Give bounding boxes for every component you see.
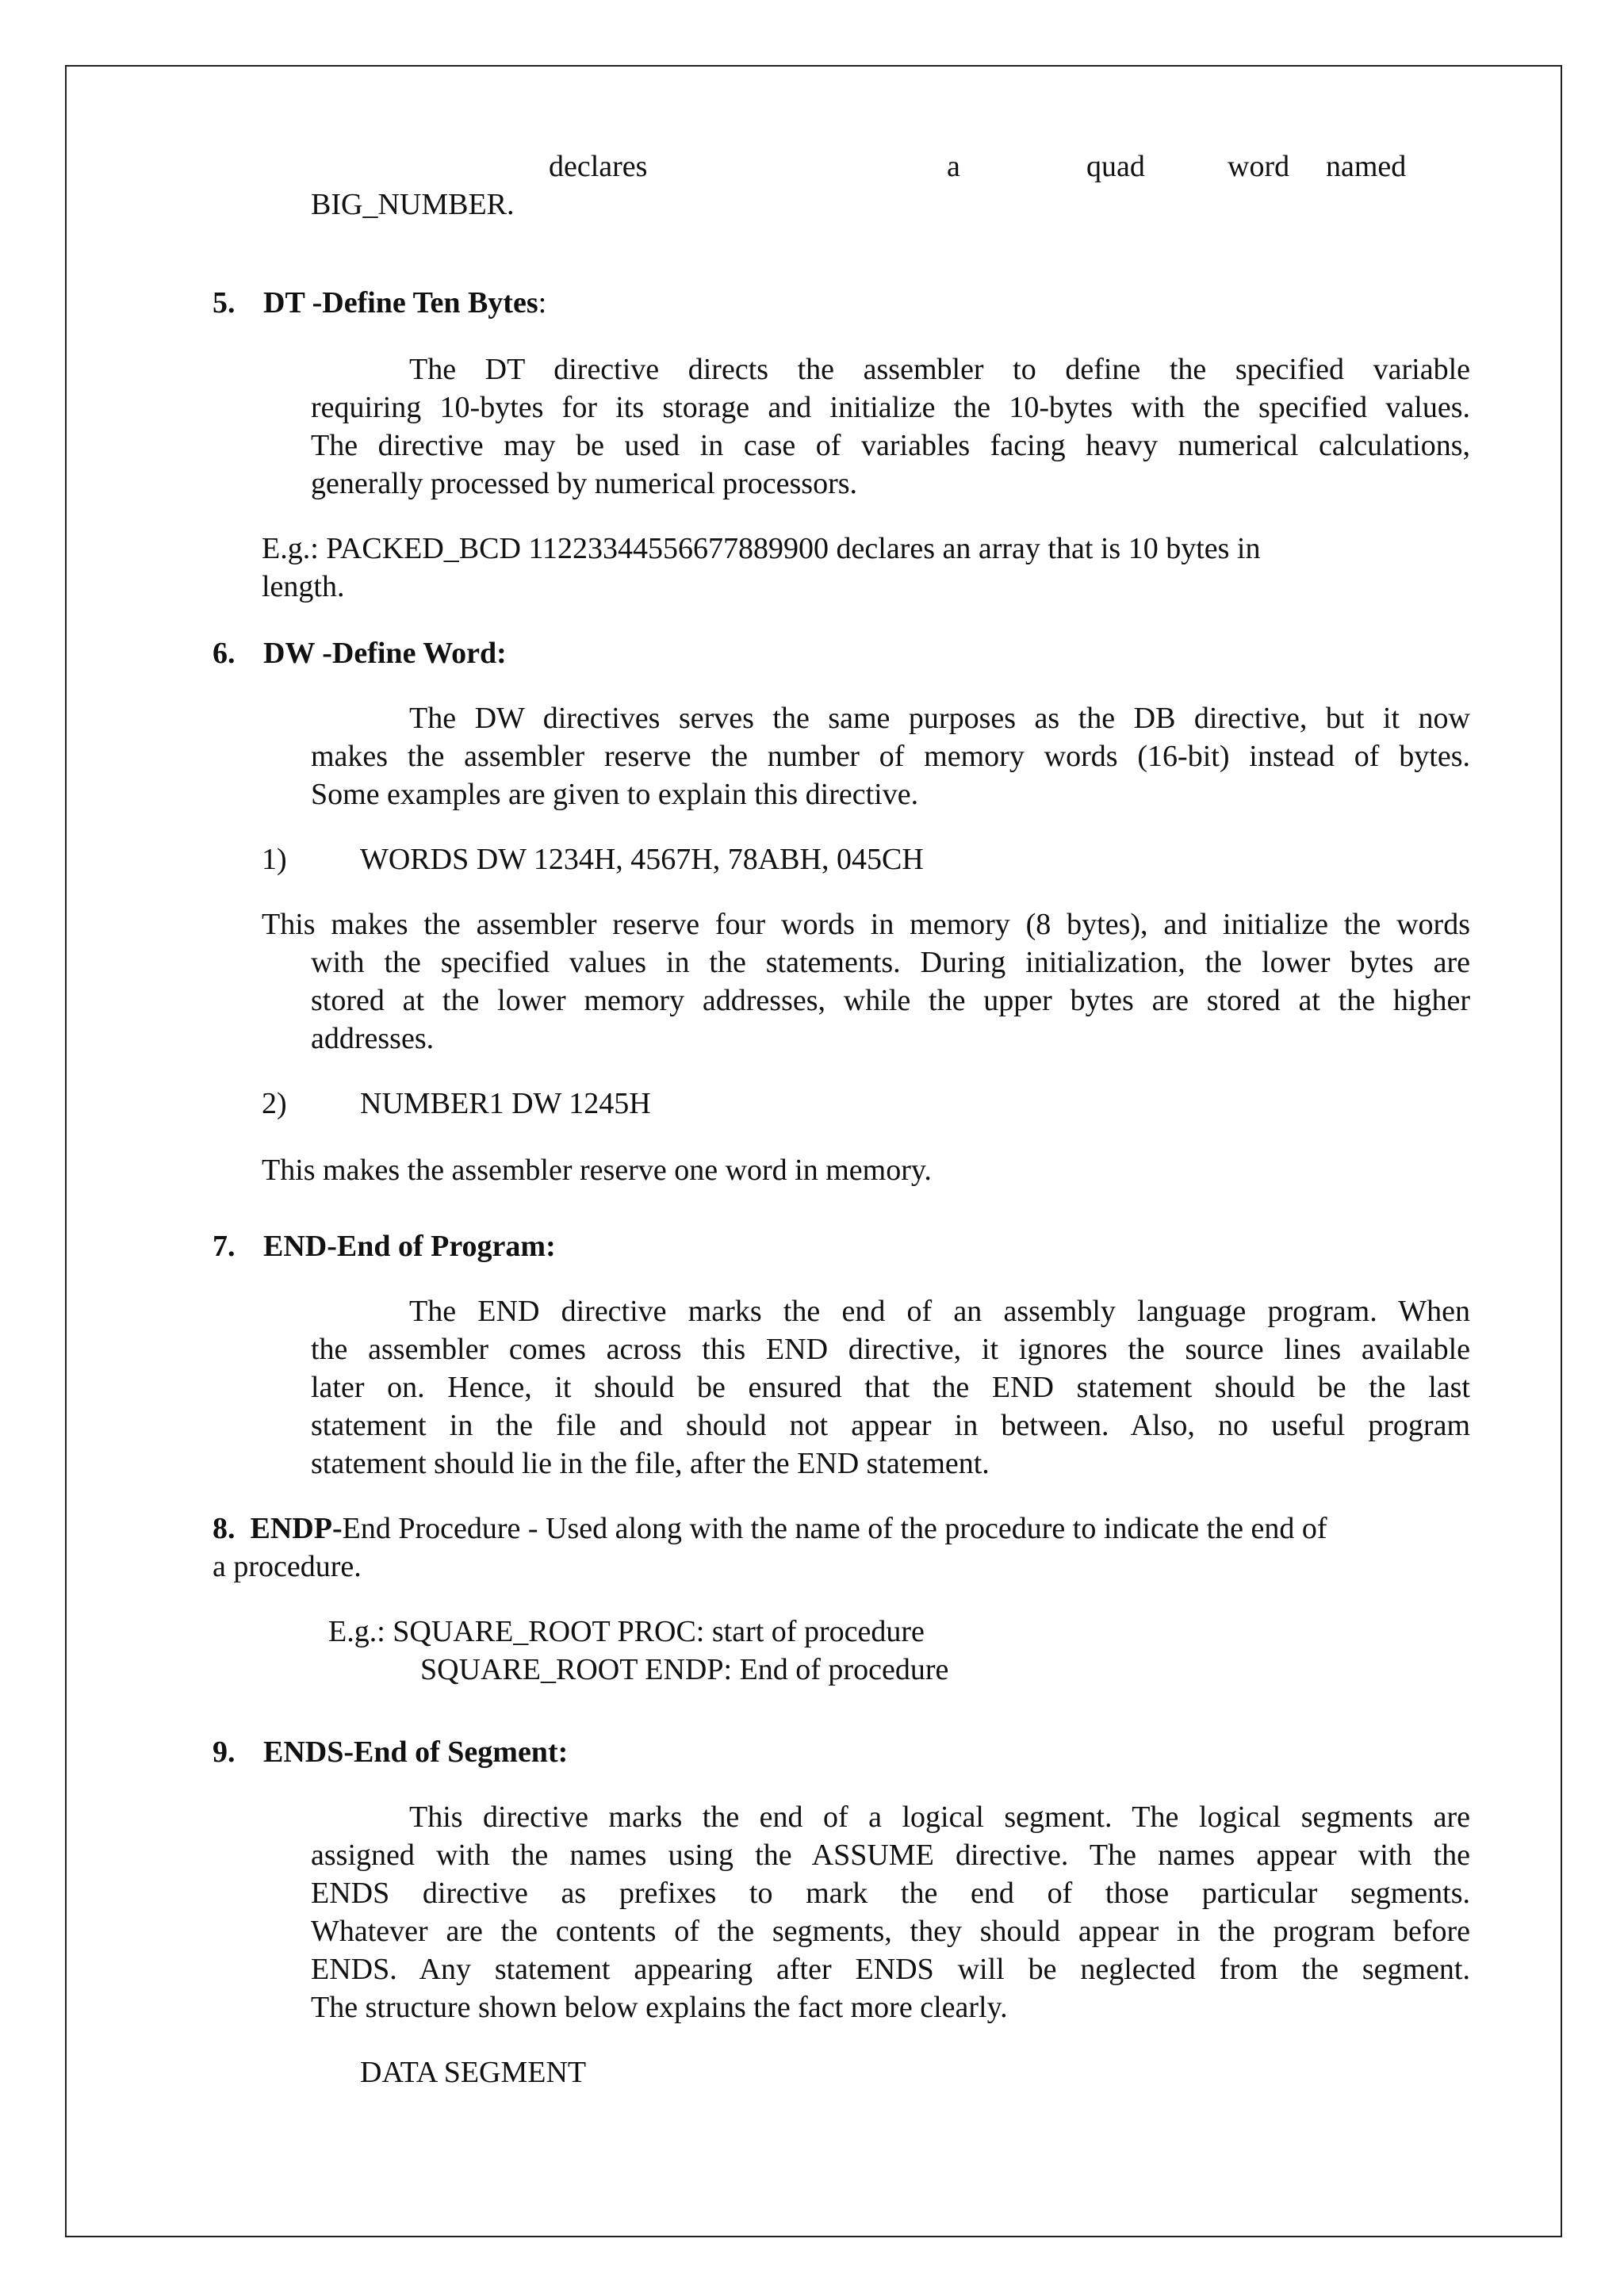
section-9-para-line-5: ENDS. Any statement appearing after ENDS will be neglected from the segment. — [311, 1953, 1470, 1986]
section-8-number: 8. — [213, 1512, 236, 1545]
section-6-example-2-code: NUMBER1 DW 1245H — [360, 1087, 651, 1120]
section-5-para-line-4: generally processed by numerical processors. — [311, 467, 858, 500]
section-9-para-line-2: assigned with the names using the ASSUME directive. The names appear with the — [311, 1839, 1470, 1872]
section-6-example-1-code: WORDS DW 1234H, 4567H, 78ABH, 045CH — [360, 843, 924, 876]
continuation-word-2: a — [947, 150, 960, 183]
section-7-title: END-End of Program: — [263, 1230, 556, 1263]
section-5-para-line-1: The DT directive directs the assembler to define the specified variable — [409, 353, 1470, 386]
section-5-para-line-3: The directive may be used in case of variables facing heavy numerical calculations, — [311, 429, 1470, 462]
section-6-example-1-index: 1) — [262, 843, 287, 876]
continuation-line-2: BIG_NUMBER. — [311, 188, 515, 221]
section-7-para-line-2: the assembler comes across this END directive, it ignores the source lines available — [311, 1333, 1470, 1366]
section-8-example-line-1: E.g.: SQUARE_ROOT PROC: start of procedure — [328, 1615, 925, 1648]
section-7-para-line-3: later on. Hence, it should be ensured that the END statement should be the last — [311, 1371, 1470, 1404]
section-6-example-2-index: 2) — [262, 1087, 287, 1120]
section-5-para-line-2: requiring 10-bytes for its storage and initialize the 10-bytes with the specified values. — [311, 391, 1470, 424]
section-7-para-line-4: statement in the file and should not appear in between. Also, no useful program — [311, 1409, 1470, 1442]
section-9-para-line-1: This directive marks the end of a logical segment. The logical segments are — [409, 1800, 1470, 1834]
continuation-word-4: word — [1228, 150, 1290, 183]
section-8-inline-text: End Procedure - Used along with the name of the procedure to indicate the end of — [342, 1512, 1327, 1545]
section-6-example-2-expl-line-1: This makes the assembler reserve one word in memory. — [262, 1154, 932, 1187]
section-9-para-line-6: The structure shown below explains the fact more clearly. — [311, 1991, 1008, 2024]
section-5-example-line-2: length. — [262, 570, 345, 603]
section-5-number: 5. — [213, 286, 236, 320]
section-6-para-line-1: The DW directives serves the same purposes as the DB directive, but it now — [409, 702, 1470, 735]
section-7-para-line-5: statement should lie in the file, after the END statement. — [311, 1447, 990, 1480]
continuation-word-1: declares — [549, 150, 648, 183]
section-9-title: ENDS-End of Segment: — [263, 1735, 569, 1769]
section-9-para-line-3: ENDS directive as prefixes to mark the end of those particular segments. — [311, 1877, 1470, 1910]
section-9-para-line-4: Whatever are the contents of the segments, they should appear in the program before — [311, 1915, 1470, 1948]
section-5-example-line-1: E.g.: PACKED_BCD 11223344556677889900 declares an array that is 10 bytes in — [262, 532, 1261, 565]
section-9-number: 9. — [213, 1735, 236, 1769]
section-8-example-line-2: SQUARE_ROOT ENDP: End of procedure — [420, 1653, 949, 1686]
section-6-example-1-expl-line-4: addresses. — [311, 1022, 435, 1055]
section-7-para-line-1: The END directive marks the end of an assembly language program. When — [409, 1295, 1470, 1328]
section-8-title: ENDP- — [250, 1512, 343, 1545]
section-7-number: 7. — [213, 1230, 236, 1263]
continuation-word-3: quad — [1086, 150, 1145, 183]
section-9-code-line: DATA SEGMENT — [360, 2056, 587, 2089]
section-5-title: DT -Define Ten Bytes: — [263, 286, 547, 320]
continuation-word-5: named — [1326, 150, 1407, 183]
section-6-number: 6. — [213, 637, 236, 670]
section-6-example-1-expl-line-3: stored at the lower memory addresses, while the upper bytes are stored at the higher — [311, 984, 1470, 1017]
section-6-example-1-expl-line-1: This makes the assembler reserve four words in memory (8 bytes), and initialize the words — [262, 908, 1470, 941]
section-6-para-line-3: Some examples are given to explain this directive. — [311, 778, 919, 811]
section-8-line-2: a procedure. — [213, 1550, 362, 1583]
section-6-para-line-2: makes the assembler reserve the number of memory words (16-bit) instead of bytes. — [311, 740, 1470, 773]
section-6-title: DW -Define Word: — [263, 637, 507, 670]
section-6-example-1-expl-line-2: with the specified values in the statements. During initialization, the lower bytes are — [311, 946, 1470, 979]
section-8-line-1 — [213, 1510, 1327, 1548]
